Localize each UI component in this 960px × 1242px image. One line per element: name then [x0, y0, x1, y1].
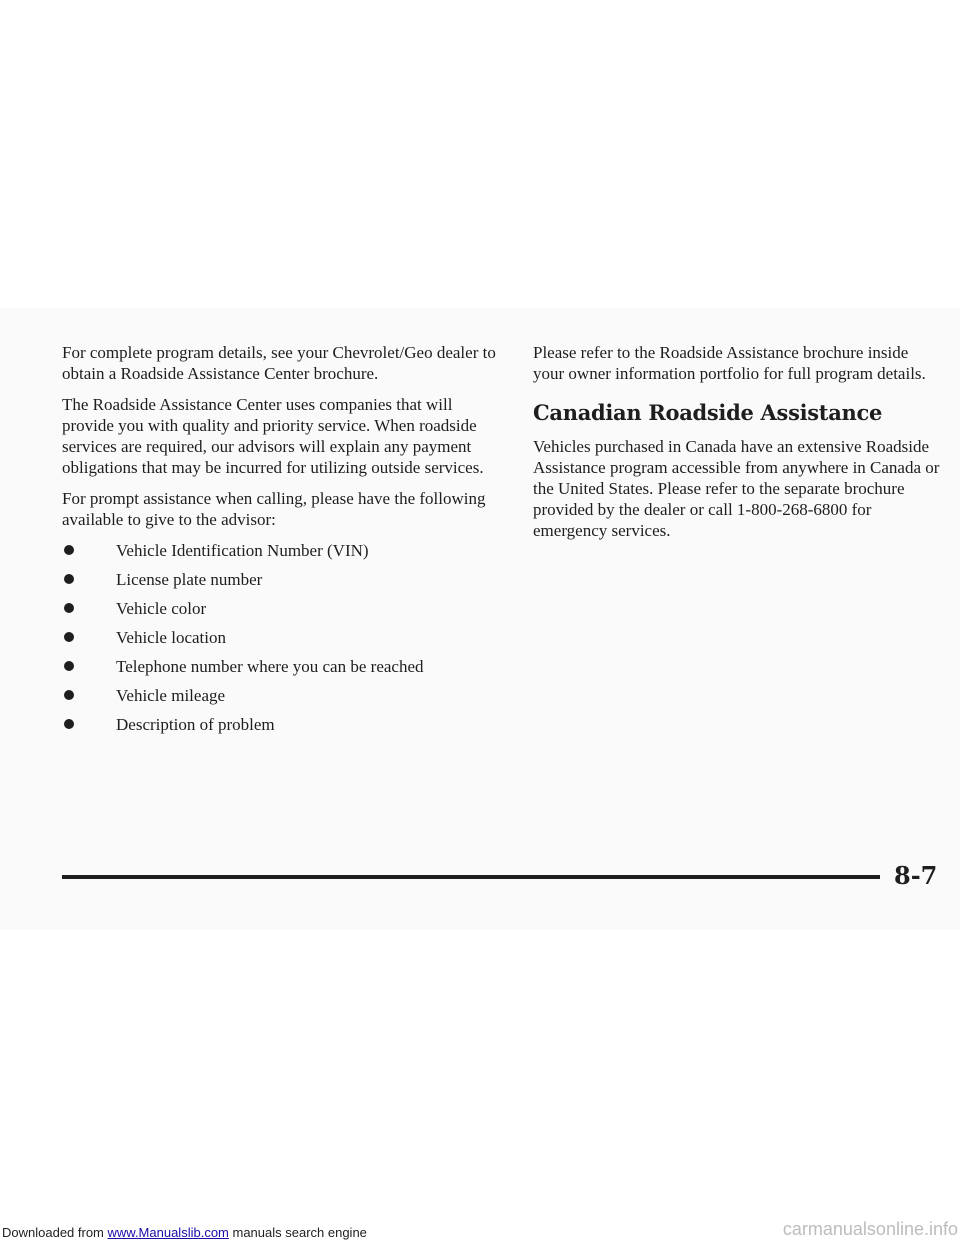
list-item: [62, 656, 502, 685]
bullet-icon: [64, 574, 74, 584]
paragraph-prompt-assistance: For prompt assistance when calling, please have the following available to give to the advisor:: [62, 489, 486, 529]
list-item: [62, 627, 502, 656]
bullet-icon: [64, 632, 74, 642]
right-column: [533, 342, 943, 551]
list-item: [62, 714, 502, 743]
footer-prefix: Downloaded from: [2, 1225, 108, 1240]
paragraph-brochure-reference: Please refer to the Roadside Assistance brochure inside your owner information portfolio for full program details.: [533, 343, 926, 383]
list-item: [62, 569, 502, 598]
footer-rule: [62, 875, 880, 879]
paragraph-assistance-center: The Roadside Assistance Center uses companies that will provide you with quality and priority service. When roadside services are required, our advisors will explain any payment obligations that may be incurred for utilizing outside services.: [62, 395, 484, 477]
page-number: 8-7: [894, 861, 938, 890]
bullet-icon: [64, 545, 74, 555]
paragraph-canadian-program: Vehicles purchased in Canada have an extensive Roadside Assistance program accessible from anywhere in Canada or the United States. Please refer to the separate brochure provided by the dealer or call 1-800-268-6800 for emergency services.: [533, 437, 940, 540]
list-item-text: Description of problem: [116, 715, 275, 734]
list-item-text: Telephone number where you can be reached: [116, 657, 424, 676]
list-item: [62, 598, 502, 627]
left-column: [62, 342, 502, 743]
list-item-text: License plate number: [116, 570, 263, 589]
footer-suffix: manuals search engine: [228, 1225, 367, 1240]
bullet-icon: [64, 719, 74, 729]
bullet-icon: [64, 661, 74, 671]
list-item-text: Vehicle Identification Number (VIN): [116, 541, 369, 560]
list-item: [62, 685, 502, 714]
bullet-icon: [64, 603, 74, 613]
section-heading: Canadian Roadside Assistance: [533, 400, 883, 425]
list-item-text: Vehicle mileage: [116, 686, 226, 705]
list-item-text: Vehicle color: [116, 599, 207, 618]
download-footer: [2, 1225, 367, 1240]
manualslib-link[interactable]: www.Manualslib.com: [107, 1225, 229, 1240]
advisor-info-list: [62, 540, 502, 743]
list-item-text: Vehicle location: [116, 628, 226, 647]
watermark: carmanualsonline.info: [782, 1219, 958, 1239]
bullet-icon: [64, 690, 74, 700]
paragraph-program-details: For complete program details, see your Chevrolet/Geo dealer to obtain a Roadside Assistance Center brochure.: [62, 343, 496, 383]
list-item: [62, 540, 502, 569]
